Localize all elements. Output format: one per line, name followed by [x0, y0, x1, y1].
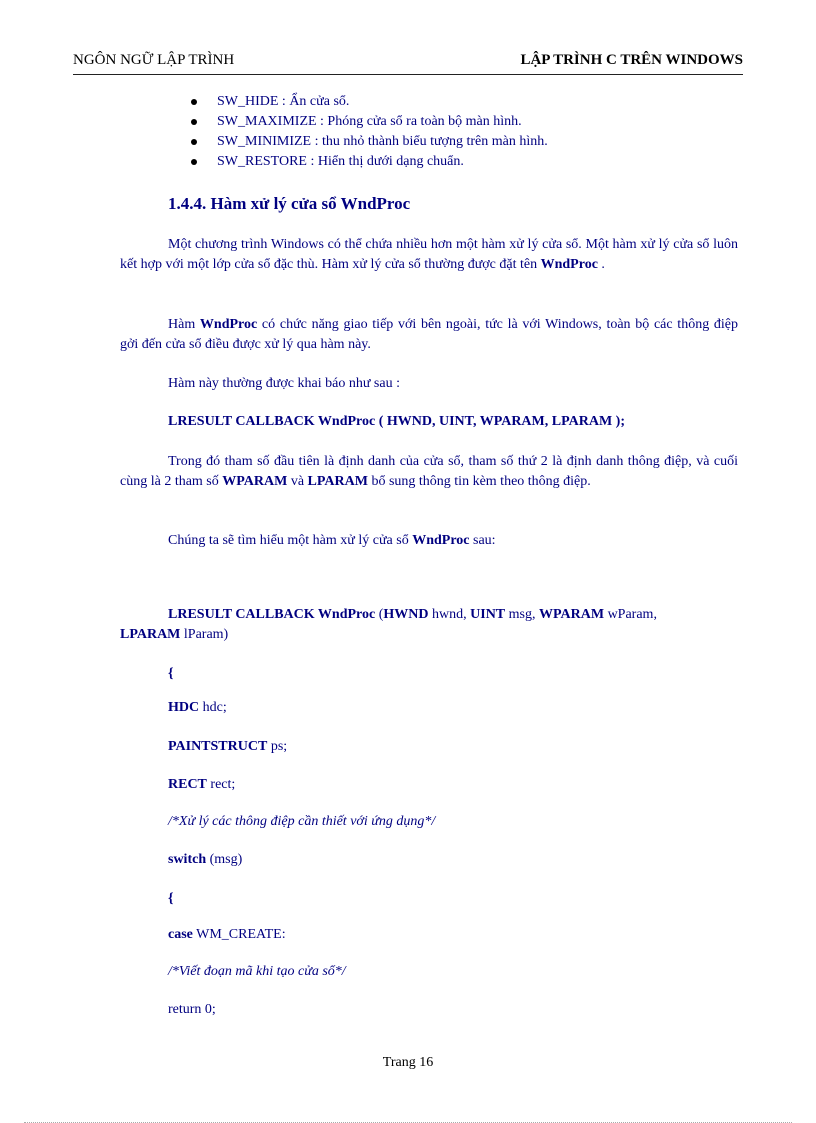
header-right-title: LẬP TRÌNH C TRÊN WINDOWS	[520, 52, 743, 68]
paragraph-intro: Một chương trình Windows có thể chứa nhiều hơn một hàm xử lý cửa sổ. Một hàm xử lý cửa sổ luôn kết hợp với một lớp cửa sổ đặc thù. Hàm xử lý cửa sổ thường được đặt tên WndProc .	[120, 237, 738, 272]
page-number: Trang 16	[382, 1055, 434, 1070]
code-hdc-line: HDC hdc;	[168, 700, 227, 715]
code-comment-create-window: /*Viết đoạn mã khi tạo cửa sổ*/	[168, 964, 346, 979]
list-item: SW_HIDE : Ẩn cửa sổ.	[191, 92, 548, 112]
paragraph-declaration-intro: Hàm này thường được khai báo như sau :	[168, 376, 400, 391]
page-header	[73, 52, 743, 75]
code-case-line: case WM_CREATE:	[168, 927, 286, 942]
list-item: SW_MINIMIZE : thu nhỏ thành biểu tượng trên màn hình.	[191, 132, 548, 152]
wndproc-declaration: LRESULT CALLBACK WndProc ( HWND, UINT, WPARAM, LPARAM );	[168, 414, 625, 429]
code-switch-line: switch (msg)	[168, 852, 243, 867]
section-heading: 1.4.4. Hàm xử lý cửa sổ WndProc	[168, 194, 411, 213]
list-item: SW_RESTORE : Hiển thị dưới dạng chuẩn.	[191, 152, 548, 172]
header-left-title: NGÔN NGỮ LẬP TRÌNH	[73, 52, 235, 68]
showwindow-options-list	[191, 92, 548, 172]
list-item: SW_MAXIMIZE : Phóng cửa sổ ra toàn bộ màn hình.	[191, 112, 548, 132]
code-comment-handle-messages: /*Xử lý các thông điệp cần thiết với ứng dụng*/	[168, 814, 436, 829]
paragraph-parameters: Trong đó tham số đầu tiên là định danh của cửa sổ, tham số thứ 2 là định danh thông điệp, và cuối cùng là 2 tham số WPARAM và LPARAM bổ sung thông tin kèm theo thông điệp.	[120, 454, 738, 489]
code-function-signature: LRESULT CALLBACK WndProc (HWND hwnd, UINT msg, WPARAM wParam, LPARAM lParam)	[120, 607, 657, 642]
code-paintstruct-line: PAINTSTRUCT ps;	[168, 739, 288, 754]
code-return-line: return 0;	[168, 1002, 216, 1017]
code-brace-open: {	[168, 666, 174, 681]
paragraph-wndproc-role: Hàm WndProc có chức năng giao tiếp với bên ngoài, tức là với Windows, toàn bộ các thông điệp gởi đến cửa sổ điều được xử lý qua hàm này.	[120, 317, 738, 352]
paragraph-example-intro: Chúng ta sẽ tìm hiểu một hàm xử lý cửa sổ WndProc sau:	[168, 533, 496, 548]
code-brace-open-switch: {	[168, 891, 174, 906]
code-rect-line: RECT rect;	[168, 777, 236, 792]
